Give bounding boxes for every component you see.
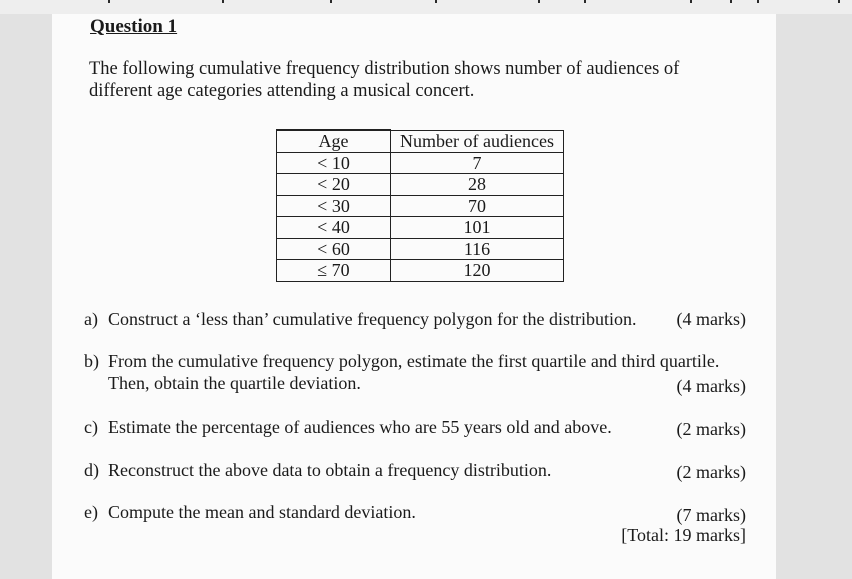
question-title: Question 1 — [90, 16, 178, 37]
total-marks: [Total: 19 marks] — [621, 525, 746, 545]
audiences-cell: 28 — [391, 174, 564, 196]
part-letter: e) — [84, 502, 98, 522]
table-row — [277, 217, 564, 239]
right-gutter — [776, 14, 852, 579]
age-cell: < 60 — [277, 238, 391, 260]
table-row — [277, 238, 564, 260]
age-cell: < 40 — [277, 217, 391, 239]
part-text: Compute the mean and standard deviation. — [108, 502, 416, 522]
strip-tick — [538, 0, 540, 3]
strip-tick — [108, 0, 110, 3]
strip-tick — [838, 0, 840, 3]
strip-tick — [222, 0, 224, 3]
part-letter: c) — [84, 417, 98, 437]
window-top-strip — [0, 0, 852, 15]
part-text-line-2: Then, obtain the quartile deviation. — [108, 373, 361, 393]
table-row — [277, 152, 564, 174]
cumulative-frequency-table — [276, 129, 564, 282]
part-marks: (4 marks) — [676, 309, 746, 329]
strip-tick — [435, 0, 437, 3]
part-marks: (4 marks) — [676, 376, 746, 396]
intro-line-2: different age categories attending a musical concert. — [89, 81, 475, 101]
part-text: Estimate the percentage of audiences who are 55 years old and above. — [108, 417, 612, 437]
part-text: Construct a ‘less than’ cumulative frequency polygon for the distribution. — [108, 309, 637, 329]
table-row — [277, 174, 564, 196]
age-cell: < 10 — [277, 152, 391, 174]
strip-tick — [584, 0, 586, 3]
column-header-age: Age — [277, 130, 391, 152]
table-row — [277, 260, 564, 282]
part-letter: d) — [84, 460, 99, 480]
age-cell: < 30 — [277, 195, 391, 217]
audiences-cell: 101 — [391, 217, 564, 239]
audiences-cell: 120 — [391, 260, 564, 282]
question-intro — [89, 58, 749, 102]
age-cell: ≤ 70 — [277, 260, 391, 282]
part-marks: (7 marks) — [676, 505, 746, 525]
age-cell: < 20 — [277, 174, 391, 196]
audiences-cell: 70 — [391, 195, 564, 217]
part-letter: a) — [84, 309, 98, 329]
strip-tick — [730, 0, 732, 3]
part-letter: b) — [84, 351, 99, 371]
strip-tick — [330, 0, 332, 3]
column-header-audiences: Number of audiences — [391, 130, 564, 152]
part-text: Reconstruct the above data to obtain a frequency distribution. — [108, 460, 552, 480]
part-marks: (2 marks) — [676, 462, 746, 482]
strip-tick — [757, 0, 759, 3]
audiences-cell: 116 — [391, 238, 564, 260]
part-marks: (2 marks) — [676, 419, 746, 439]
table-row — [277, 195, 564, 217]
audiences-cell: 7 — [391, 152, 564, 174]
strip-tick — [690, 0, 692, 3]
left-gutter — [0, 14, 52, 579]
part-text: From the cumulative frequency polygon, estimate the first quartile and third quartile. — [108, 351, 720, 371]
intro-line-1: The following cumulative frequency distribution shows number of audiences of — [89, 59, 680, 79]
table-header-row — [277, 130, 564, 152]
